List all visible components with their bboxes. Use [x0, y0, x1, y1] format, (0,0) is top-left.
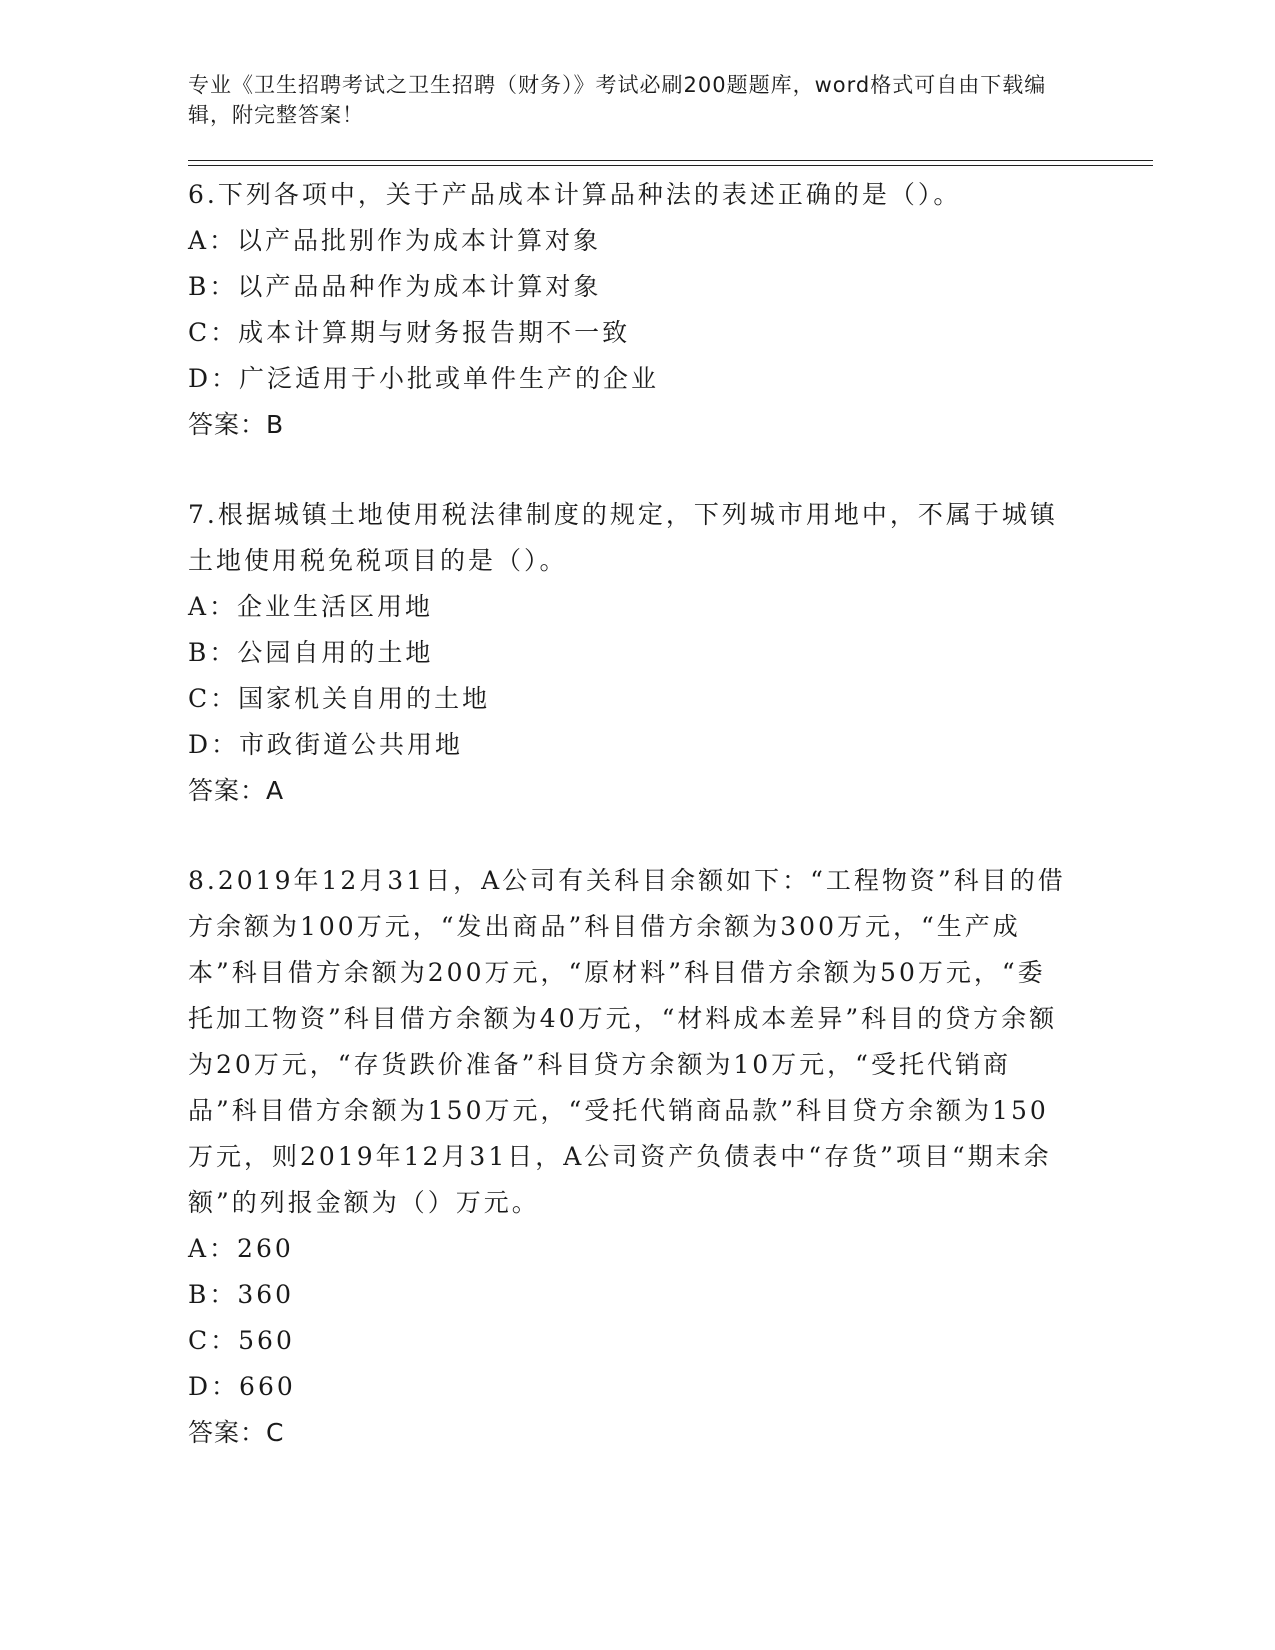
- question-stem: 7.根据城镇土地使用税法律制度的规定，下列城市用地中，不属于城镇土地使用税免税项目的是（）。: [188, 500, 1058, 575]
- option-b: B：360: [188, 1280, 295, 1309]
- option-b: B：以产品品种作为成本计算对象: [188, 272, 602, 301]
- question-stem: 6.下列各项中，关于产品成本计算品种法的表述正确的是（）。: [188, 180, 962, 209]
- option-a: A：以产品批别作为成本计算对象: [188, 226, 602, 255]
- question-8: [188, 858, 1148, 1456]
- option-d: D：660: [188, 1372, 296, 1401]
- option-c: C：成本计算期与财务报告期不一致: [188, 318, 631, 347]
- answer: 答案：C: [188, 1418, 285, 1447]
- option-b: B：公园自用的土地: [188, 638, 434, 667]
- document-header: 专业《卫生招聘考试之卫生招聘（财务）》考试必刷200题题库，word格式可自由下载编辑，附完整答案！: [188, 73, 1047, 127]
- question-6: [188, 172, 1148, 448]
- option-c: C：560: [188, 1326, 295, 1355]
- question-7: [188, 492, 1148, 814]
- option-d: D：广泛适用于小批或单件生产的企业: [188, 364, 660, 393]
- option-d: D：市政街道公共用地: [188, 730, 464, 759]
- option-c: C：国家机关自用的土地: [188, 684, 491, 713]
- answer: 答案：B: [188, 410, 285, 439]
- option-a: A：260: [188, 1234, 294, 1263]
- header-divider: [188, 160, 1153, 166]
- question-stem: 8.2019年12月31日，A公司有关科目余额如下：“工程物资”科目的借方余额为100万元，“发出商品”科目借方余额为300万元，“生产成本”科目借方余额为200万元，“原材料”科目借方余额为50万元，“委托加工物资”科目借方余额为40万元，“材料成本差异”科目的贷方余额为20万元，“存货跌价准备”科目贷方余额为10万元，“受托代销商品”科目借方余额为150万元，“受托代销商品款”科目贷方余额为150万元，则2019年12月31日，A公司资产负债表中“存货”项目“期末余额”的列报金额为（）万元。: [188, 866, 1066, 1217]
- option-a: A：企业生活区用地: [188, 592, 434, 621]
- answer: 答案：A: [188, 776, 285, 805]
- document-page: [188, 70, 1148, 1456]
